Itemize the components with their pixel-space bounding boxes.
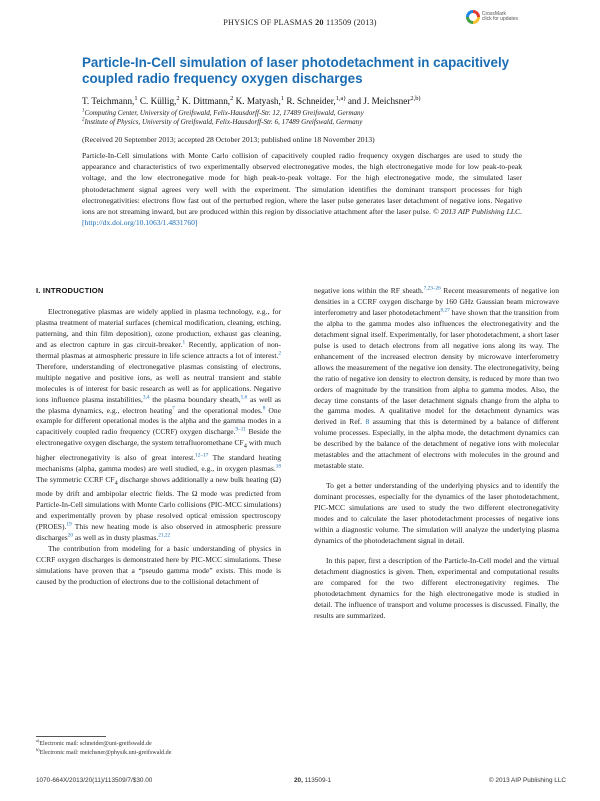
footer-copyright: © 2013 AIP Publishing LLC: [488, 777, 566, 784]
doi-link[interactable]: [http://dx.doi.org/10.1063/1.4831760]: [82, 218, 198, 228]
paragraph: In this paper, first a description of the Particle-In-Cell model and the virtual detachment diagnostics is given. Then, experimental and computational results are compared for the two different electronegativity regimes. The photodetachment dynamics for the high electronegative mode is studied in detail. The influence of transport and volume processes is discussed. Finally, the results are summarized.: [314, 555, 559, 620]
left-column: [36, 286, 281, 588]
citation[interactable]: 1: [182, 339, 186, 346]
paragraph: The contribution from modeling for a basic understanding of physics in CCRF oxygen discharges is demonstrated here by PIC-MCC simulations. These simulations have proven that a “pseudo gamma mode” exists. This mode is caused by the production of electrons due to the collisional detachment of: [36, 543, 281, 586]
citation[interactable]: 8: [262, 405, 266, 412]
author: T. Teichmann,: [82, 96, 135, 106]
citation[interactable]: 2: [278, 350, 281, 357]
footnote-divider: [36, 736, 106, 737]
right-column: [314, 286, 559, 622]
subscript: 4: [243, 442, 247, 450]
paper-title: Particle-In-Cell simulation of laser photodetachment in capacitively coupled radio frequency oxygen discharges: [82, 55, 510, 86]
crossmark-icon: [466, 10, 480, 24]
abstract-text: Particle-In-Cell simulations with Monte Carlo collision of capacitively coupled radio frequency oxygen discharges are used to study the appearance and characteristics of two experimentally observed electronegative modes, the high electronegative mode for low peak-to-peak voltage, and the low electronegative mode for high peak-to-peak voltage. For the high electronegative mode, the simulated laser photodetachment signal agrees very well with the experiment. The simulation identifies the dominant transport processes for high electronegativities: electrons flow fast out of the perturbed region, where the laser pulse generates laser detachment of negative ions. Negative ions are not streaming inward, but are produced within this region by dissociative attachment after the laser pulse.: [82, 151, 522, 217]
citation[interactable]: 9–11: [235, 426, 246, 433]
subscript: 4: [114, 479, 118, 487]
received-dates: (Received 20 September 2013; accepted 28 October 2013; published online 18 November 2013): [82, 135, 375, 144]
affiliation-text: Computing Center, University of Greifswald, Felix-Hausdorff-Str. 12, 17489 Greifswald, Germany: [84, 109, 364, 117]
author-affiliation-mark: 2: [230, 94, 234, 102]
citation[interactable]: 5,6: [240, 394, 248, 401]
footnote-text: Electronic mail: meichsner@physik.uni-greifswald.de: [39, 750, 172, 757]
journal-name: PHYSICS OF PLASMAS: [223, 18, 313, 27]
author-affiliation-mark: 1: [134, 94, 138, 102]
article-number: 113509 (2013): [325, 18, 377, 27]
footer-issn: 1070-664X/2013/20(11)/113509/7/$30.00: [36, 777, 153, 784]
author-affiliation-mark: 2: [176, 94, 180, 102]
footnote-mark: b): [36, 747, 40, 752]
page-footer: [36, 777, 566, 787]
abstract-copyright: © 2013 AIP Publishing LLC.: [432, 207, 522, 217]
section-heading: I. INTRODUCTION: [36, 286, 104, 295]
author: and J. Meichsner: [345, 96, 411, 106]
paragraph: To get a better understanding of the underlying physics and to identify the dominant processes, especially for the dynamics of the laser photodetachment, PIC-MCC simulations are used to study the two different electronegativity modes and to calculate the laser photodetachment processes of negative ions within a diagnostic volume. The simulation will analyze the underlying plasma dynamics of the photodetachment signal in detail.: [314, 481, 559, 545]
paragraph: negative ions within the RF sheath.$^{7,23-26}$ Recent measurements of negative ion densities in a CCRF oxygen discharge by 160 GHz Gaussian beam microwave interferometry and laser photodetachment$^{8,27}$ have shown that the transition from the alpha to the gamma modes also influences the electronegativity and the detachment signal itself. Experimentally, for laser photodetachment, a short laser pulse is used to detach electrons from all negative ions along its way. The enhancement of the increased electron density by microwave interferometry allows the measurement of the negative ion density. The electronegativity, being the ratio of negative ion density to electron density, is reduced by more than two orders of magnitude by the transition from alpha to gamma modes. Also, the decay time constants of the laser detachment signals change from the alpha to the gamma modes. A qualitative model for the detachment dynamics was derived in Ref. 8 assuming that this is determined by a balance of different volume processes. Especially, in the alpha mode, the detachment dynamics can be described by the balance of the detachment of negative ions with molecular metastables and the attachment of electrons with molecules in the ground and metastable state.: [314, 285, 559, 471]
footnote-text: Electronic mail: schneider@uni-greifswald.de: [39, 741, 152, 748]
footnote-mark: a): [36, 738, 40, 743]
author-affiliation-mark: 1: [280, 94, 285, 102]
author: R. Schneider,: [284, 96, 336, 106]
crossmark-sublabel: click for updates: [481, 16, 518, 22]
citation[interactable]: 7,23–26: [423, 285, 441, 292]
author-affiliation-mark: 1,a): [335, 94, 346, 102]
author-list: [82, 96, 562, 106]
footnote: [36, 747, 286, 757]
citation[interactable]: 12–17: [195, 452, 209, 459]
citation[interactable]: 8: [365, 417, 370, 427]
footnote: [36, 738, 286, 748]
citation[interactable]: 8,27: [440, 307, 450, 314]
journal-volume: 20: [315, 18, 324, 27]
author-affiliation-mark: 2,b): [410, 94, 421, 102]
citation[interactable]: 21,22: [158, 532, 171, 539]
footer-page: 20, 113509-1: [294, 777, 332, 784]
affiliation: [82, 109, 562, 117]
citation[interactable]: 19: [66, 521, 72, 528]
abstract: [82, 150, 522, 228]
crossmark-label: CrossMark: [481, 10, 507, 17]
affiliation-number: 1: [82, 108, 85, 114]
affiliation-text: Institute of Physics, University of Greifswald, Felix-Hausdorff-Str. 6, 17489 Greifswald, Germany: [84, 118, 363, 126]
citation[interactable]: 7: [172, 405, 175, 412]
paragraph: Electronegative plasmas are widely applied in plasma technology, e.g., for plasma treatment of material surfaces (chemical modification, cleaning, etching, patterning, and thin film deposition), ozone production, exhaust gas cleaning, and as electron capture in gas circuit-breaker.$^1$ Recently, application of non-thermal plasmas at atmospheric pressure in life science attracts a lot of interest.$^2$ Therefore, understanding of electronegative plasmas consisting of electrons, multiple negative and positive ions, as well as neutral transient and stable molecules is of interest for basic research as well as for applications. Negative ions influence plasma instabilities,$^{3,4}$ the plasma boundary sheath,$^{5,6}$ as well as the plasma dynamics, e.g., electron heating$^7$ and the operational modes.$^8$ One example for different operational modes is the alpha and the gamma modes in a capacitively coupled radio frequency (CCRF) oxygen discharge.$^{9-11}$ Beside the electronegative oxygen discharge, the system tetrafluoromethane $CF_4$ with much higher electronegativity is also of great interest.$^{12-17}$ The standard heating mechanisms (alpha, gamma modes) are well studied, e.g., in oxygen plasmas.$^{18}$ The symmetric CCRF $CF_4$ discharge shows additionally a new bulk heating (Ω) mode by drift and ambipolar electric fields. The Ω mode was predicted from Particle-In-Cell simulations with Monte Carlo collisions (PIC-MCC simulations) and experimentally proven by phase resolved optical emission spectroscopy (PROES).$^{19}$ This new heating mode is also observed in atmospheric pressure discharges$^{20}$ as well as in dusty plasmas.$^{21,22}$: [36, 306, 282, 543]
citation[interactable]: 20: [67, 532, 73, 539]
affiliation-number: 2: [82, 117, 85, 123]
crossmark-logo[interactable]: [466, 10, 518, 24]
author: K. Dittmann,: [179, 96, 231, 106]
author: K. Matyash,: [233, 96, 281, 106]
affiliation: [82, 118, 562, 126]
citation[interactable]: 3,4: [142, 394, 150, 401]
citation[interactable]: 18: [275, 463, 281, 470]
author: C. Küllig,: [137, 96, 177, 106]
